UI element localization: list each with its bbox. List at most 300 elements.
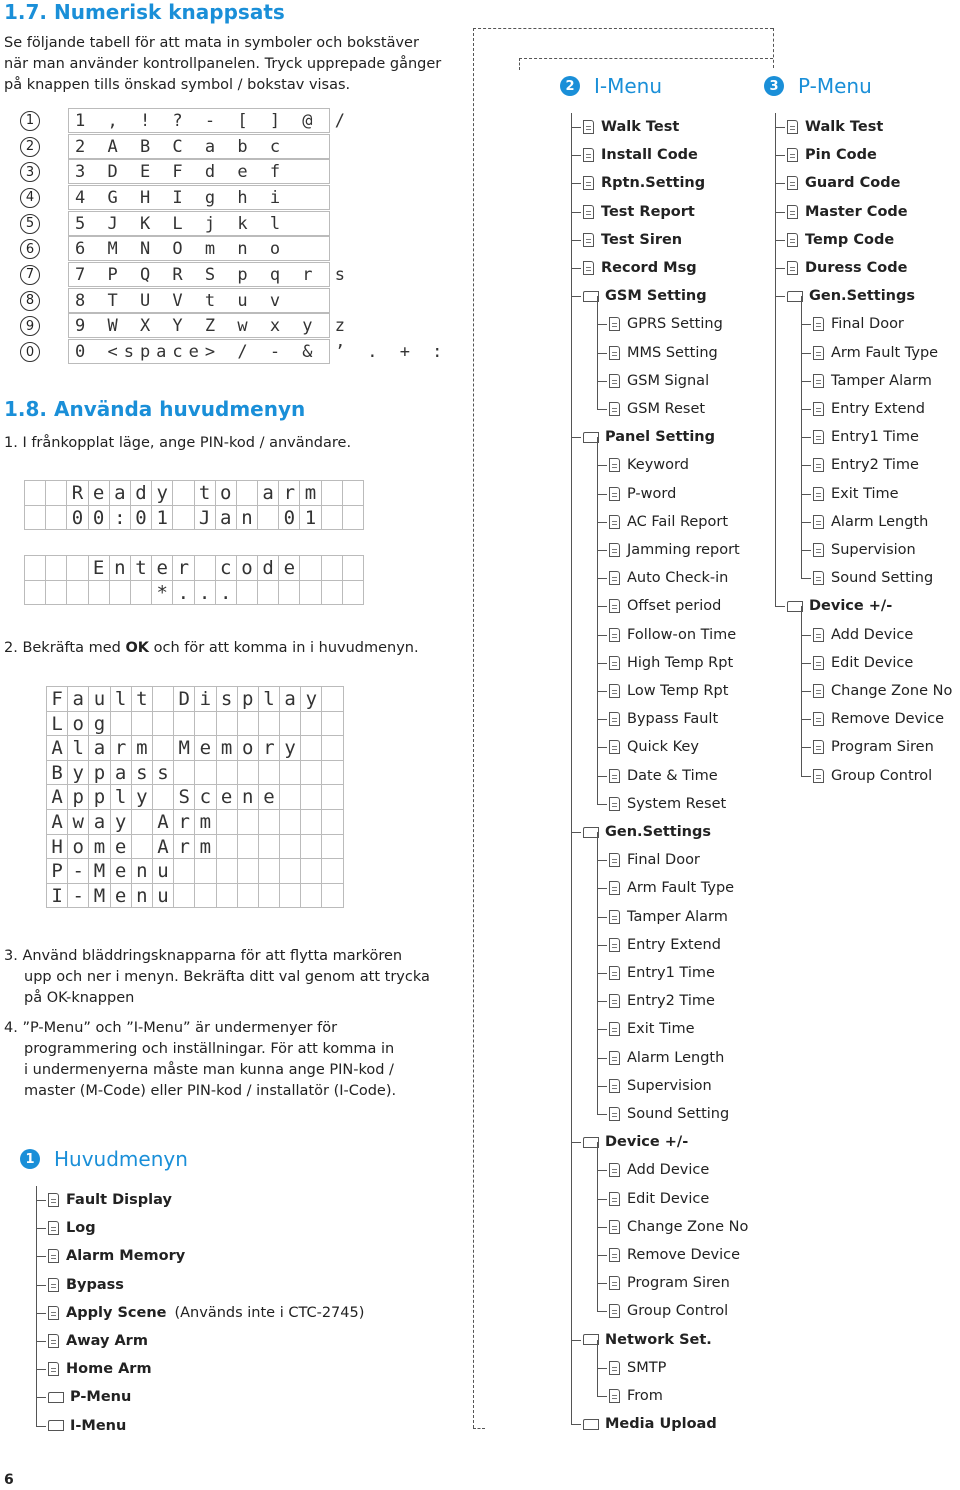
menu-item[interactable]	[609, 621, 736, 649]
menu-item[interactable]	[609, 705, 718, 733]
lcd-cell	[321, 686, 343, 712]
menu-item[interactable]	[813, 536, 916, 564]
lcd-cell	[300, 735, 322, 761]
lcd-cell: A	[152, 834, 174, 860]
lcd-cell	[300, 760, 322, 786]
lcd-cell: a	[257, 480, 279, 506]
menu-item[interactable]	[813, 367, 932, 395]
lcd-cell: l	[110, 784, 132, 810]
tree-connector-line	[597, 1086, 598, 1114]
tree-connector-line	[597, 860, 607, 861]
menu-item-label: Device +/-	[809, 598, 893, 615]
section-title-main-menu: 1.8. Använda huvudmenyn	[4, 397, 306, 421]
lcd-cell	[131, 711, 153, 737]
menu-item-label: Date & Time	[627, 767, 718, 784]
menu-item-label: Entry Extend	[831, 401, 925, 417]
lcd-cell	[279, 858, 301, 884]
menu-item[interactable]	[609, 451, 689, 479]
key-number: 8	[20, 291, 40, 311]
tree-connector-line	[801, 663, 802, 691]
menu-item[interactable]	[813, 564, 933, 592]
document-icon	[813, 628, 824, 642]
document-icon	[813, 571, 824, 585]
menu-item-label: Media Upload	[605, 1416, 717, 1433]
lcd-cell: L	[46, 711, 68, 737]
lcd-cell	[66, 555, 88, 581]
tree-connector-line	[597, 296, 598, 324]
menu-item[interactable]	[813, 649, 913, 677]
lcd-cell	[216, 760, 238, 786]
lcd-cell: a	[109, 480, 131, 506]
menu-item[interactable]	[609, 987, 715, 1015]
menu-item-label: Add Device	[831, 626, 914, 643]
lcd-cell	[152, 711, 174, 737]
lcd-cell: u	[88, 686, 110, 712]
menu-item[interactable]	[609, 1185, 709, 1213]
menu-item[interactable]	[609, 395, 705, 423]
tree-connector-line	[597, 1058, 607, 1059]
menu-item[interactable]	[609, 1015, 695, 1043]
tree-connector-line	[597, 917, 598, 945]
lcd-cell: B	[46, 760, 68, 786]
menu-item[interactable]	[583, 423, 715, 451]
lcd-cell	[257, 505, 279, 531]
menu-item[interactable]	[583, 226, 682, 254]
menu-item[interactable]	[48, 1214, 96, 1242]
menu-item[interactable]	[609, 677, 728, 705]
tree-connector-line	[36, 1313, 46, 1314]
menu-item[interactable]	[609, 536, 740, 564]
lcd-cell: M	[88, 858, 110, 884]
document-icon	[787, 205, 798, 219]
lcd-cell: y	[300, 686, 322, 712]
lcd-cell	[257, 580, 279, 606]
menu-item[interactable]	[609, 1382, 663, 1410]
menu-item-label: P-Menu	[70, 1389, 132, 1406]
document-icon	[813, 684, 824, 698]
key-number: 6	[20, 239, 40, 259]
menu-item-label: Entry Extend	[627, 936, 721, 953]
menu-item-label: GSM Reset	[627, 401, 706, 417]
document-icon	[813, 656, 824, 670]
menu-item[interactable]	[813, 705, 944, 733]
lcd-cell	[131, 834, 153, 860]
tree-connector-line	[597, 945, 598, 973]
menu-item[interactable]	[609, 1072, 712, 1100]
lcd-cell: .	[172, 580, 194, 606]
menu-item-label: Gen.Settings	[605, 824, 712, 840]
document-icon	[48, 1249, 59, 1263]
lcd-cell	[279, 711, 301, 737]
lcd-cell	[173, 858, 195, 884]
document-icon	[609, 769, 620, 783]
tree-connector-line	[801, 353, 802, 381]
key-number: 1	[20, 111, 40, 131]
menu-item[interactable]	[583, 169, 705, 197]
lcd-cell: r	[110, 735, 132, 761]
lcd-cell	[194, 760, 216, 786]
keypad-row	[20, 288, 330, 314]
key-characters: 2 A B C a b c	[68, 134, 330, 159]
lcd-cell	[300, 883, 322, 909]
tree-connector-line	[801, 353, 811, 354]
lcd-cell: p	[67, 784, 89, 810]
menu-item-label: Fault Display	[66, 1192, 172, 1208]
menu-item[interactable]	[48, 1327, 148, 1355]
lcd-cell: o	[67, 711, 89, 737]
p-menu-heading	[764, 74, 872, 98]
menu-item[interactable]	[787, 113, 883, 141]
menu-item[interactable]	[609, 733, 699, 761]
lcd-cell	[237, 883, 259, 909]
lcd-cell	[216, 809, 238, 835]
menu-item[interactable]	[583, 282, 707, 310]
p-menu-title: P-Menu	[798, 74, 872, 98]
step-2-text: 2. Bekräfta med	[4, 640, 126, 656]
lcd-cell	[300, 858, 322, 884]
tree-connector-line	[801, 635, 811, 636]
menu-item[interactable]	[609, 1156, 709, 1184]
document-icon	[48, 1362, 59, 1376]
tree-connector-line	[597, 635, 598, 663]
tree-connector-line	[597, 917, 607, 918]
menu-item[interactable]	[609, 592, 721, 620]
lcd-cell	[300, 809, 322, 835]
menu-item[interactable]	[787, 592, 892, 620]
menu-item[interactable]	[48, 1271, 124, 1299]
menu-item[interactable]	[583, 1128, 688, 1156]
tree-connector-line	[801, 437, 811, 438]
document-icon	[813, 374, 824, 388]
tree-connector-line	[36, 1285, 46, 1286]
menu-item[interactable]	[609, 1100, 729, 1128]
menu-item[interactable]	[583, 113, 679, 141]
menu-item[interactable]	[609, 649, 733, 677]
menu-item[interactable]	[609, 564, 728, 592]
connector-dashed	[473, 1428, 485, 1430]
key-characters: 4 G H I g h i	[68, 185, 330, 210]
lcd-cell: r	[172, 555, 194, 581]
menu-item[interactable]	[609, 508, 728, 536]
lcd-cell	[321, 834, 343, 860]
menu-item[interactable]	[787, 282, 915, 310]
lcd-cell	[279, 834, 301, 860]
tree-connector-line	[597, 437, 598, 465]
menu-item[interactable]	[583, 818, 711, 846]
main-menu-heading	[20, 1147, 188, 1171]
lcd-cell: d	[257, 555, 279, 581]
lcd-cell	[279, 809, 301, 835]
keypad-intro	[4, 33, 441, 96]
menu-item[interactable]	[813, 508, 928, 536]
menu-item[interactable]	[609, 310, 723, 338]
menu-item[interactable]	[787, 226, 894, 254]
lcd-cell: u	[152, 883, 174, 909]
menu-item-label: Program Siren	[831, 739, 934, 756]
lcd-cell: R	[66, 480, 88, 506]
lcd-cell: M	[173, 735, 195, 761]
menu-item[interactable]	[813, 733, 934, 761]
lcd-cell	[300, 711, 322, 737]
lcd-cell: w	[67, 809, 89, 835]
lcd-cell	[279, 883, 301, 909]
intro-line: Se följande tabell för att mata in symboler och bokstäver	[4, 35, 419, 51]
document-icon	[787, 261, 798, 275]
tree-connector-line	[597, 1029, 607, 1030]
key-number: 2	[20, 137, 40, 157]
menu-item[interactable]	[609, 931, 721, 959]
menu-item[interactable]	[787, 169, 900, 197]
menu-item[interactable]	[48, 1412, 126, 1440]
lcd-cell: A	[46, 784, 68, 810]
tree-connector-line	[775, 212, 785, 213]
lcd-cell: I	[46, 883, 68, 909]
lcd-cell: y	[67, 760, 89, 786]
tree-connector-line	[801, 465, 802, 493]
document-icon	[583, 205, 594, 219]
document-icon	[609, 910, 620, 924]
menu-item[interactable]	[583, 1410, 717, 1438]
lcd-cell: a	[215, 505, 237, 531]
document-icon	[48, 1193, 59, 1207]
menu-item[interactable]	[48, 1186, 172, 1214]
lcd-row	[46, 760, 343, 785]
lcd-cell: e	[278, 555, 300, 581]
tree-connector-line	[597, 747, 607, 748]
document-icon	[609, 402, 620, 416]
menu-item[interactable]	[609, 790, 726, 818]
menu-item[interactable]	[609, 1213, 748, 1241]
menu-item-label: Sound Setting	[627, 1106, 730, 1122]
lcd-row	[46, 735, 343, 760]
document-icon	[609, 712, 620, 726]
document-icon	[813, 515, 824, 529]
lcd-cell: i	[194, 686, 216, 712]
menu-item[interactable]	[813, 677, 952, 705]
lcd-cell	[300, 834, 322, 860]
tree-connector-line	[801, 494, 802, 522]
lcd-cell	[216, 883, 238, 909]
menu-item-label: SMTP	[627, 1359, 667, 1376]
menu-item[interactable]	[609, 1044, 724, 1072]
lcd-cell	[194, 858, 216, 884]
tree-connector-line	[597, 550, 607, 551]
step-4-line: master (M-Code) eller PIN-kod / installatör (I-Code).	[24, 1083, 397, 1099]
lcd-cell: a	[110, 760, 132, 786]
menu-item-label: Alarm Length	[627, 1049, 725, 1066]
lcd-cell	[342, 505, 364, 531]
lcd-cell	[45, 555, 67, 581]
ok-key-label: OK	[125, 640, 150, 656]
menu-item-label: Low Temp Rpt	[627, 683, 729, 699]
lcd-row	[24, 505, 363, 530]
lcd-cell: y	[151, 480, 173, 506]
menu-item[interactable]	[609, 846, 700, 874]
menu-item[interactable]	[583, 1326, 712, 1354]
lcd-cell	[173, 883, 195, 909]
connector-dashed	[519, 58, 521, 70]
menu-item[interactable]	[583, 254, 697, 282]
tree-connector-line	[597, 776, 598, 804]
tree-connector-line	[597, 1396, 607, 1397]
lcd-cell: 1	[151, 505, 173, 531]
menu-item[interactable]	[609, 367, 709, 395]
menu-item[interactable]	[813, 480, 899, 508]
tree-connector-line	[597, 522, 598, 550]
lcd-cell	[321, 809, 343, 835]
document-icon	[609, 346, 620, 360]
lcd-cell: y	[131, 784, 153, 810]
lcd-cell: A	[152, 809, 174, 835]
lcd-cell	[321, 858, 343, 884]
lcd-cell: o	[236, 555, 258, 581]
tree-connector-line	[801, 747, 811, 748]
tree-connector-line	[801, 606, 802, 634]
menu-item[interactable]	[813, 451, 919, 479]
menu-item[interactable]	[813, 621, 913, 649]
menu-item[interactable]	[609, 1269, 730, 1297]
lcd-cell: a	[88, 809, 110, 835]
tree-connector-line	[597, 1283, 607, 1284]
menu-item-label: Quick Key	[627, 739, 699, 756]
menu-item[interactable]	[48, 1242, 185, 1270]
lcd-cell: m	[194, 809, 216, 835]
tree-connector-line	[775, 606, 785, 607]
lcd-cell	[342, 555, 364, 581]
tree-connector-line	[597, 381, 598, 409]
document-icon	[609, 1389, 620, 1403]
lcd-cell	[194, 883, 216, 909]
document-icon	[813, 346, 824, 360]
menu-item-label: Guard Code	[805, 175, 901, 192]
lcd-cell: c	[194, 784, 216, 810]
menu-item-label: Edit Device	[627, 1190, 710, 1207]
menu-item-label: Gen.Settings	[809, 288, 916, 305]
document-icon	[787, 233, 798, 247]
keypad-table	[20, 108, 449, 365]
document-icon	[48, 1306, 59, 1320]
lcd-cell	[66, 580, 88, 606]
menu-item-label: Sound Setting	[831, 570, 934, 587]
tree-connector-line	[801, 719, 802, 747]
tree-connector-line	[801, 409, 811, 410]
menu-item[interactable]	[609, 959, 715, 987]
menu-item-label: Entry2 Time	[627, 993, 715, 1010]
keypad-row	[20, 339, 449, 365]
lcd-cell: 1	[299, 505, 321, 531]
document-icon	[609, 797, 620, 811]
menu-item[interactable]	[813, 395, 925, 423]
lcd-cell	[237, 858, 259, 884]
lcd-cell	[109, 580, 131, 606]
lcd-cell	[237, 809, 259, 835]
menu-item[interactable]	[609, 1297, 728, 1325]
document-icon	[609, 374, 620, 388]
lcd-cell: r	[258, 735, 280, 761]
document-icon	[609, 1220, 620, 1234]
tree-connector-line	[597, 1170, 598, 1198]
document-icon	[609, 1107, 620, 1121]
tree-connector-line	[801, 381, 802, 409]
menu-item[interactable]	[48, 1355, 152, 1383]
menu-item[interactable]	[787, 198, 908, 226]
lcd-cell	[237, 711, 259, 737]
menu-item[interactable]	[609, 480, 676, 508]
tree-connector-line	[597, 663, 607, 664]
document-icon	[609, 543, 620, 557]
lcd-cell: m	[131, 735, 153, 761]
menu-item[interactable]	[813, 310, 904, 338]
menu-item[interactable]	[813, 423, 919, 451]
menu-item[interactable]	[48, 1383, 131, 1411]
lcd-cell: 0	[130, 505, 152, 531]
menu-item-label: System Reset	[627, 795, 727, 812]
menu-item[interactable]	[609, 903, 728, 931]
menu-item-label: Entry1 Time	[831, 429, 919, 446]
tree-connector-line	[801, 776, 811, 777]
tree-connector-line	[597, 494, 607, 495]
keypad-row	[20, 211, 330, 237]
document-icon	[609, 487, 620, 501]
menu-item-label: Home Arm	[66, 1361, 152, 1378]
page-number: 6	[4, 1472, 14, 1488]
menu-item[interactable]	[609, 1241, 740, 1269]
menu-item[interactable]	[609, 762, 718, 790]
menu-item[interactable]	[787, 141, 877, 169]
menu-item-label: I-Menu	[70, 1417, 127, 1434]
document-icon	[787, 120, 798, 134]
lcd-cell: l	[258, 686, 280, 712]
tree-connector-line	[597, 691, 607, 692]
menu-item[interactable]	[609, 339, 718, 367]
number-badge: 2	[560, 76, 580, 96]
tree-connector-line	[597, 973, 607, 974]
tree-connector-line	[801, 691, 811, 692]
menu-item-label: P-word	[627, 485, 677, 502]
tree-connector-line	[597, 973, 598, 1001]
tree-connector-line	[801, 324, 811, 325]
keypad-row	[20, 108, 351, 134]
key-number: 0	[20, 342, 40, 362]
menu-item[interactable]	[48, 1299, 364, 1327]
lcd-row	[46, 686, 343, 711]
tree-connector-line	[801, 324, 802, 352]
menu-item[interactable]	[609, 874, 734, 902]
tree-connector-line	[571, 268, 581, 269]
menu-item[interactable]	[583, 198, 695, 226]
menu-item-label: Apply Scene	[66, 1304, 167, 1321]
document-icon	[609, 1192, 620, 1206]
menu-item[interactable]	[583, 141, 698, 169]
menu-item[interactable]	[787, 254, 907, 282]
lcd-cell: e	[216, 784, 238, 810]
menu-item-label: Final Door	[831, 316, 904, 333]
tree-connector-line	[597, 1283, 598, 1311]
menu-item[interactable]	[813, 339, 938, 367]
lcd-cell: t	[194, 480, 216, 506]
tree-connector-line	[597, 1142, 598, 1170]
menu-item[interactable]	[609, 1354, 666, 1382]
step-3-line: 3. Använd bläddringsknapparna för att flytta markören	[4, 948, 403, 964]
tree-connector-line	[801, 296, 802, 324]
key-characters: 5 J K L j k l	[68, 211, 330, 236]
lcd-enter-code	[24, 555, 363, 604]
tree-connector-line	[801, 719, 811, 720]
menu-item[interactable]	[813, 762, 932, 790]
lcd-cell: -	[67, 883, 89, 909]
keypad-row	[20, 185, 330, 211]
tree-connector-line	[571, 183, 581, 184]
